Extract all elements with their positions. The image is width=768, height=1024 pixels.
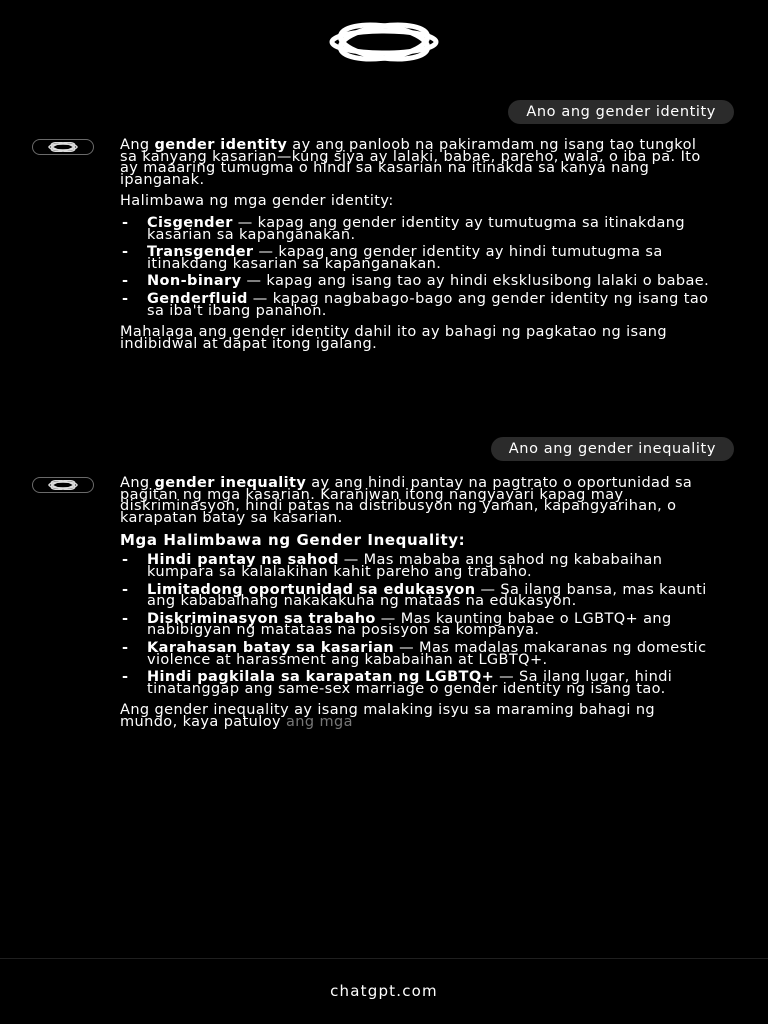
message-closing: Mahalaga ang gender identity dahil ito ay bahagi ng pagkatao ng isang indibidwal at dapat itong igalang. — [120, 324, 667, 352]
openai-logo-icon — [326, 22, 442, 62]
inequality-list — [120, 552, 710, 697]
list-item: - Transgender — kapag ang gender identity ay hindi tumutugma sa itinakdang kasarian sa kapanganakan. — [120, 247, 710, 270]
section-heading: Mga Halimbawa ng Gender Inequality: — [120, 531, 466, 550]
user-message — [508, 100, 734, 124]
message-closing: Ang gender inequality ay isang malaking isyu sa maraming bahagi ng mundo, kaya patuloy ang mga — [120, 702, 656, 730]
user-message-text: Ano ang gender inequality — [508, 441, 716, 457]
list-item: - Limitadong oportunidad sa edukasyon — Sa ilang bansa, mas kaunti ang kababaihang nakakakuha ng mataas na edukasyon. — [120, 585, 710, 608]
list-item: - Genderfluid — kapag nagbabago-bago ang gender identity ng isang tao sa iba't ibang panahon. — [120, 294, 710, 317]
footer-domain[interactable]: chatgpt.com — [330, 981, 438, 1000]
list-item: - Hindi pagkilala sa karapatan ng LGBTQ+ — Sa ilang lugar, hindi tinatanggap ang same-sex marriage o gender identity ng isang tao. — [120, 672, 710, 695]
identity-list — [120, 214, 710, 319]
assistant-message — [120, 475, 710, 739]
user-message — [491, 437, 734, 461]
user-message-text: Ano ang gender identity — [526, 104, 716, 120]
list-item: - Non-binary — kapag ang isang tao ay hindi eksklusibong lalaki o babae. — [120, 276, 710, 288]
footer — [0, 958, 768, 1024]
list-item: - Hindi pantay na sahod — Mas mababa ang sahod ng kababaihan kumpara sa kalalakihan kahit pareho ang trabaho. — [120, 555, 710, 578]
assistant-avatar — [32, 477, 94, 493]
list-intro: Halimbawa ng mga gender identity: — [120, 193, 394, 210]
assistant-avatar — [32, 139, 94, 155]
list-item: - Cisgender — kapag ang gender identity ay tumutugma sa itinakdang kasarian sa kapanganakan. — [120, 218, 710, 241]
openai-logo-icon — [43, 142, 83, 152]
message-intro: Ang gender identity ay ang panloob na pakiramdam ng isang tao tungkol sa kanyang kasarian—kung siya ay lalaki, babae, pareho, wala, o iba pa. Ito ay maaaring tumugma o hindi sa kasarian na itinakda sa kanya nang ipanganak. — [120, 137, 701, 188]
list-item: - Diskriminasyon sa trabaho — Mas kaunting babae o LGBTQ+ ang nabibigyan ng matataas na posisyon sa kompanya. — [120, 614, 710, 637]
assistant-message — [120, 137, 710, 360]
list-item: - Karahasan batay sa kasarian — Mas madalas makaranas ng domestic violence at harassment ang kababaihan at LGBTQ+. — [120, 643, 710, 666]
message-intro: Ang gender inequality ay ang hindi pantay na pagtrato o oportunidad sa pagitan ng mga kasarian. Karaniwan itong nangyayari kapag may diskriminasyon, hindi patas na distribusyon ng yaman, kapangyarihan, o karapatan batay sa kasarian. — [120, 475, 693, 526]
openai-logo-icon — [43, 480, 83, 490]
